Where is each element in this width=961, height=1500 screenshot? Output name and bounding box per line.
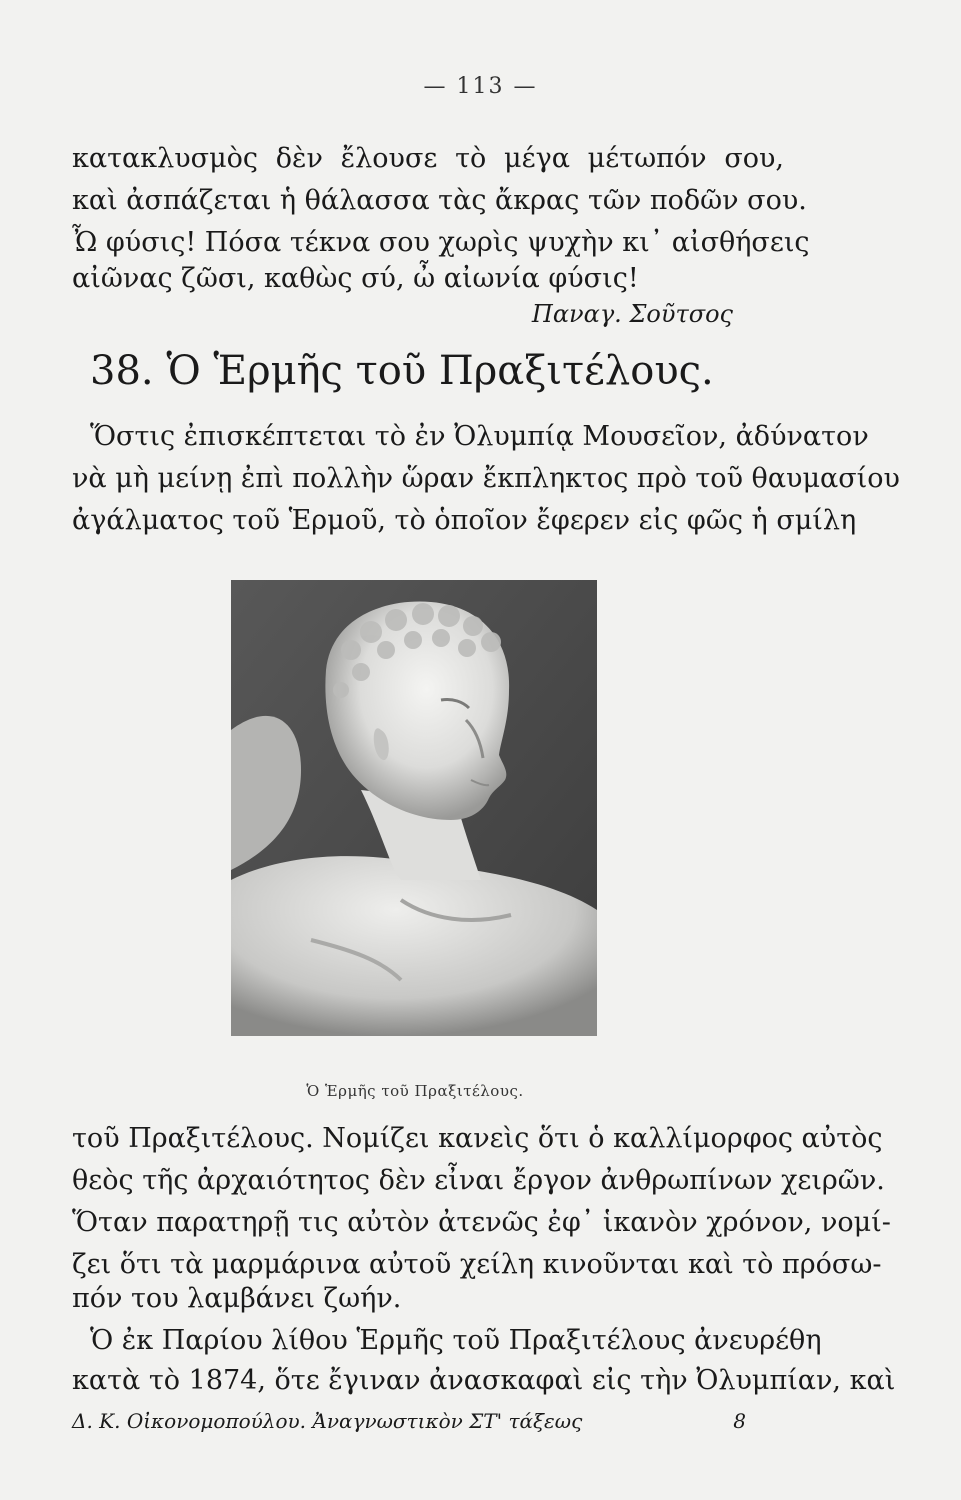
hermes-statue-photo xyxy=(231,580,597,1036)
sheet-number: 8 xyxy=(733,1409,746,1433)
paragraph-line: πόν του λαμβάνει ζωήν. xyxy=(72,1283,402,1314)
paragraph-line: κατὰ τὸ 1874, ὅτε ἔγιναν ἀνασκαφαὶ εἰς τὴν Ὀλυμπίαν, καὶ xyxy=(72,1365,896,1396)
poem-line: αἰῶνας ζῶσι, καθὼς σύ, ὦ αἰωνία φύσις! xyxy=(72,263,639,294)
paragraph-line: νὰ μὴ μείνῃ ἐπὶ πολλὴν ὥραν ἔκπληκτος πρὸ τοῦ θαυμασίου xyxy=(72,463,900,494)
figure-caption: Ὁ Ἑρμῆς τοῦ Πραξιτέλους. xyxy=(306,1082,524,1100)
paragraph-line: τοῦ Πραξιτέλους. Νομίζει κανεὶς ὅτι ὁ καλλίμορφος αὐτὸς xyxy=(72,1123,883,1154)
paragraph-line: Ὁ ἐκ Παρίου λίθου Ἑρμῆς τοῦ Πραξιτέλους ἀνευρέθη xyxy=(90,1325,822,1356)
footer-signature: Δ. Κ. Οἰκονομοπούλου. Ἀναγνωστικὸν ΣΤ' τάξεως xyxy=(72,1409,583,1433)
section-title: 38. Ὁ Ἑρμῆς τοῦ Πραξιτέλους. xyxy=(90,348,714,394)
statue-illustration xyxy=(231,580,597,1036)
poem-author: Παναγ. Σοῦτσος xyxy=(531,300,733,328)
poem-line: Ὦ φύσις! Πόσα τέκνα σου χωρὶς ψυχὴν κι᾽ αἰσθήσεις xyxy=(72,227,810,258)
poem-line: καὶ ἀσπάζεται ἡ θάλασσα τὰς ἄκρας τῶν ποδῶν σου. xyxy=(72,185,807,216)
page-footer xyxy=(72,1409,784,1433)
poem-line: κατακλυσμὸς δὲν ἔλουσε τὸ μέγα μέτωπόν σου, xyxy=(72,143,784,174)
paragraph-line: Ὅταν παρατηρῇ τις αὐτὸν ἀτενῶς ἐφ᾽ ἱκανὸν χρόνον, νομί- xyxy=(72,1207,891,1238)
paragraph-line: Ὅστις ἐπισκέπτεται τὸ ἐν Ὀλυμπίᾳ Μουσεῖον, ἀδύνατον xyxy=(90,421,869,452)
paragraph-line: ἀγάλματος τοῦ Ἑρμοῦ, τὸ ὁποῖον ἔφερεν εἰς φῶς ἡ σμίλη xyxy=(72,505,857,536)
page-number: — 113 — xyxy=(423,74,538,99)
paragraph-line: θεὸς τῆς ἀρχαιότητος δὲν εἶναι ἔργον ἀνθρωπίνων χειρῶν. xyxy=(72,1165,885,1196)
paragraph-line: ζει ὅτι τὰ μαρμάρινα αὐτοῦ χείλη κινοῦνται καὶ τὸ πρόσω- xyxy=(72,1249,882,1280)
